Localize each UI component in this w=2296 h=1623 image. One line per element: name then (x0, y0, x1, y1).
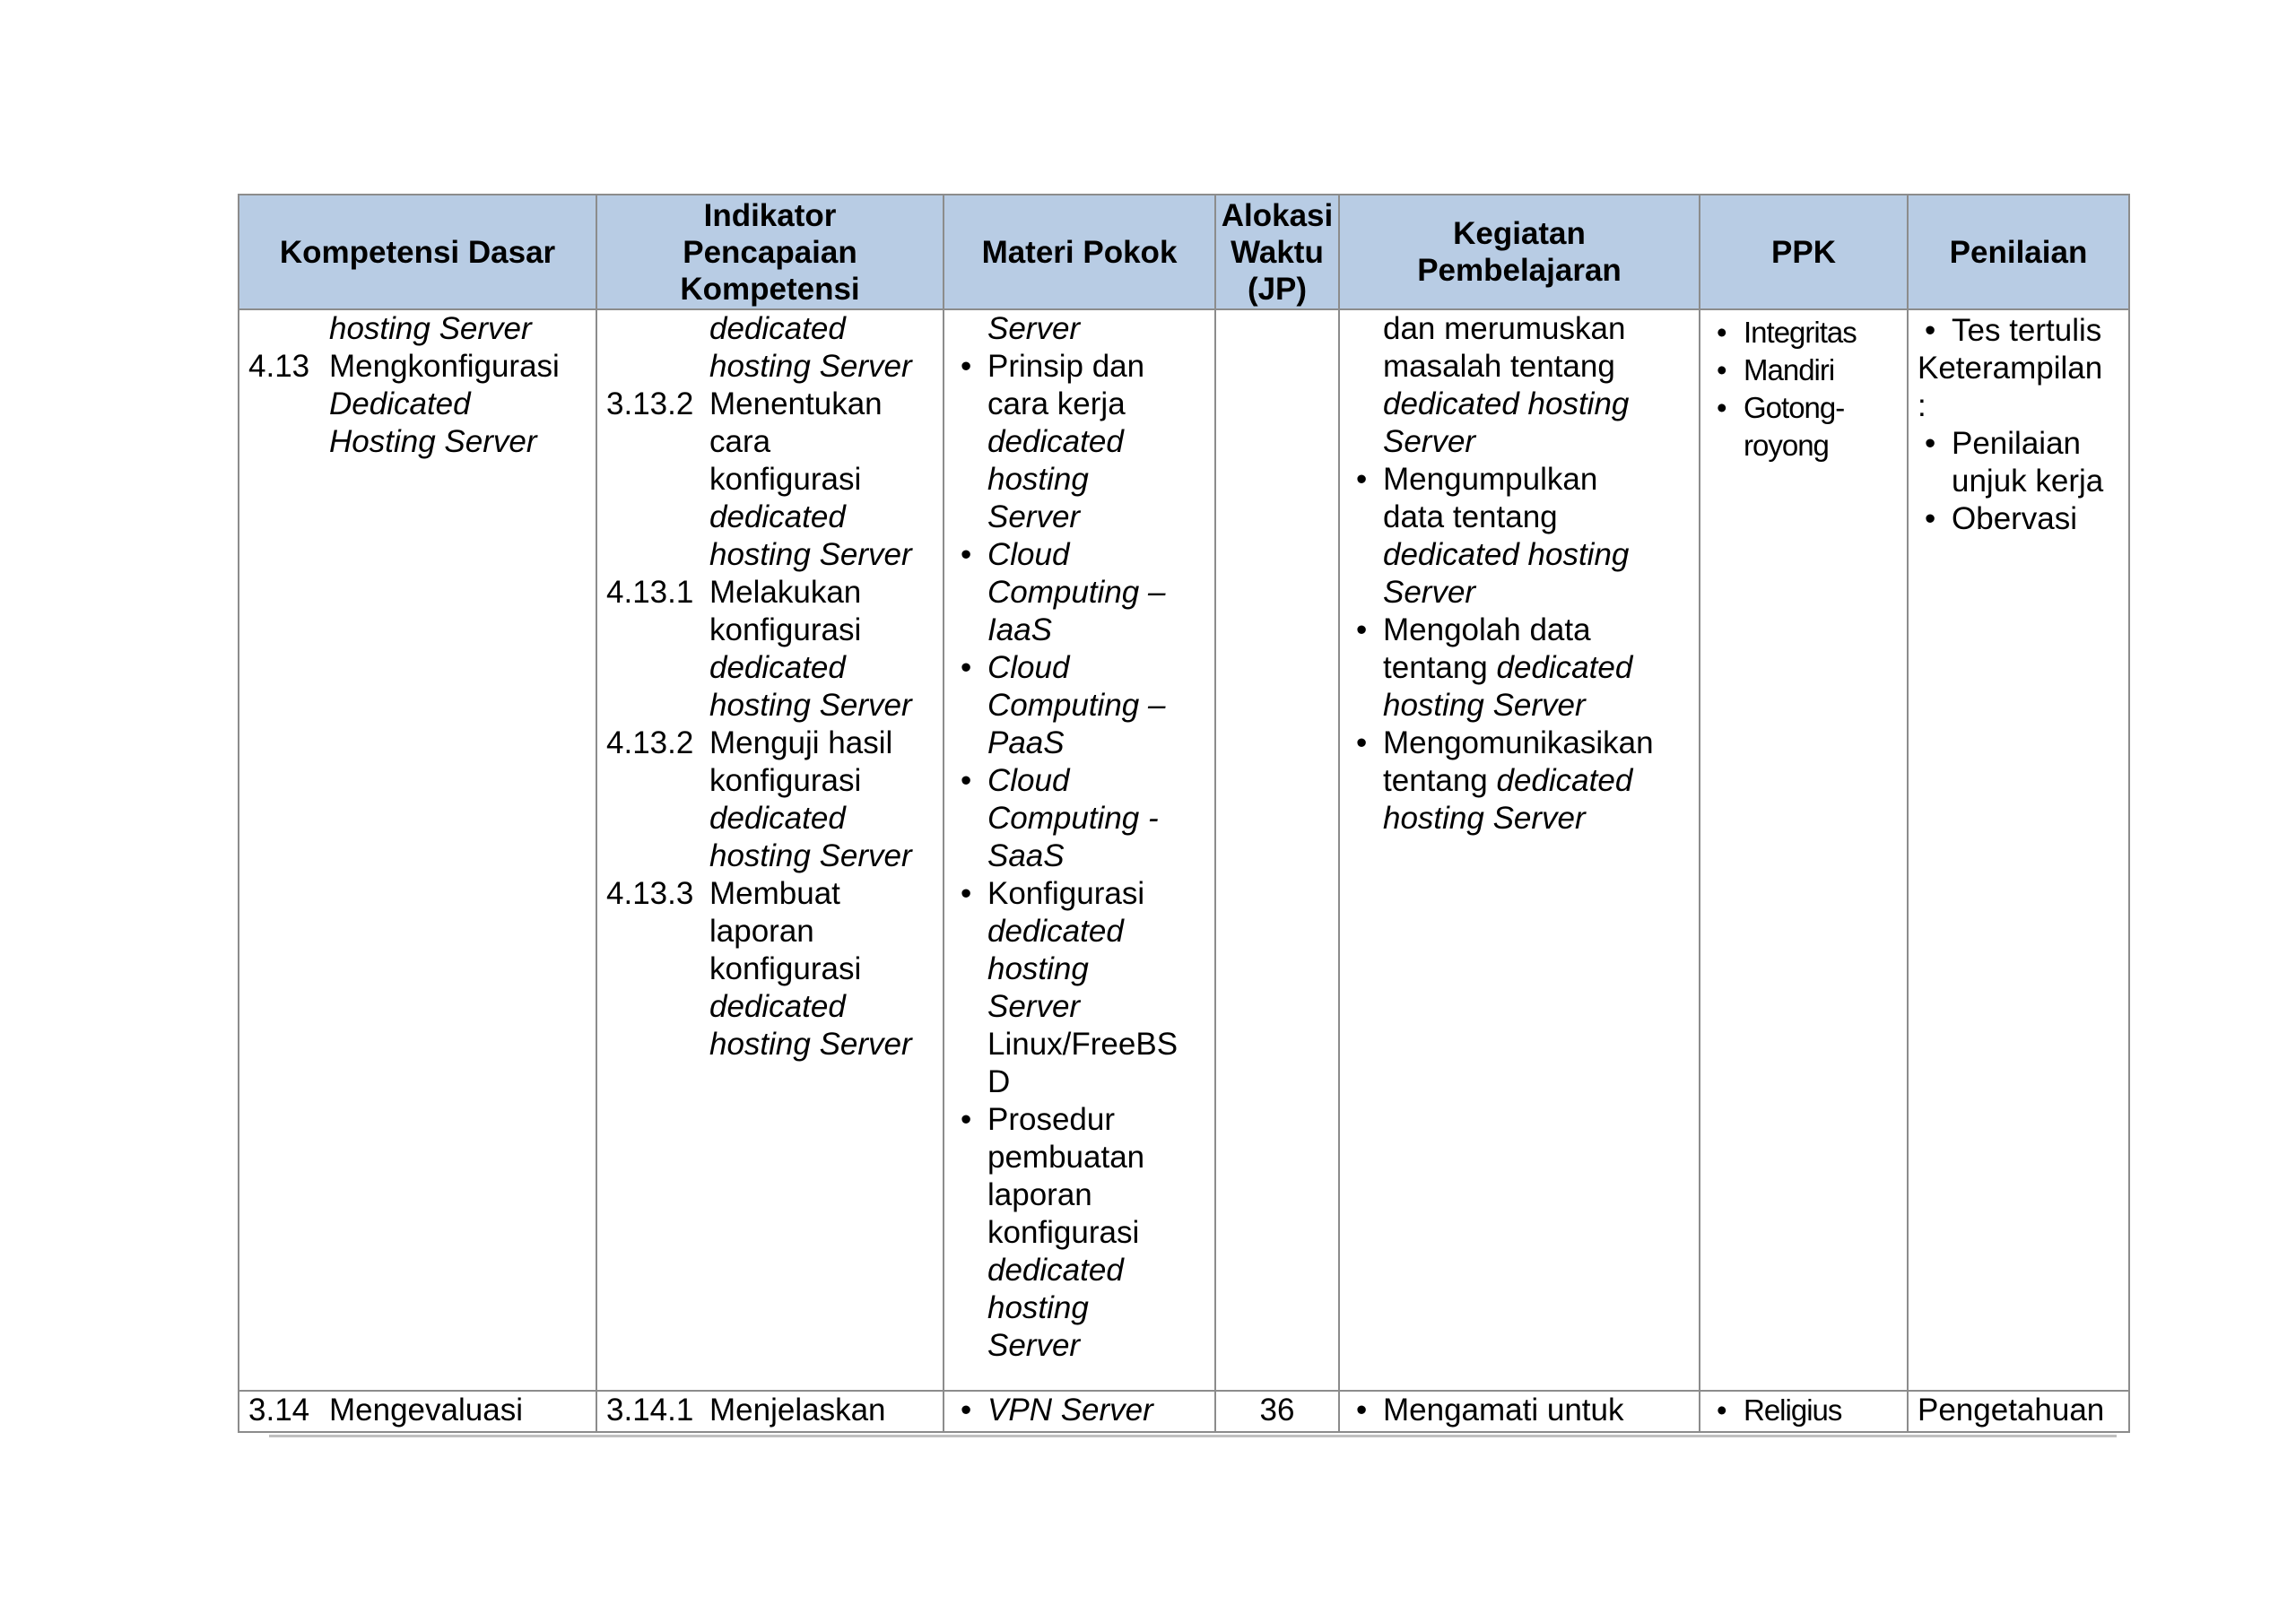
list-item: • Obervasi (1918, 500, 2119, 538)
cell-penilaian: • Tes tertulis Keterampilan : • Penilaian unjuk kerja • Obervasi (1908, 309, 2129, 1391)
table-row (239, 1391, 2129, 1432)
list-item: • Cloud Computing – PaaS (953, 649, 1205, 762)
list-item: • Integritas (1709, 314, 1898, 352)
syllabus-table (238, 194, 2130, 1433)
cell-materi-pokok: Server • Prinsip dan cara kerja dedicated hosting Server • Cloud Computing – IaaS • Cloud Computing – PaaS • Cloud Computing - SaaS • Konfigurasi dedicated hosting Server Linux/FreeBS D • Prosedur pembuatan laporan konfigurasi dedicated hosting Server (944, 309, 1215, 1391)
list-item: • Mengumpulkan data tentang dedicated hosting Server (1349, 461, 1690, 612)
cell-kegiatan (1339, 1391, 1700, 1432)
header-indikator: Indikator Pencapaian Kompetensi (596, 195, 944, 309)
cell-penilaian: Pengetahuan (1908, 1391, 2129, 1432)
list-item: • Cloud Computing - SaaS (953, 762, 1205, 875)
penilaian-list-1 (1918, 310, 2119, 350)
cell-ppk (1700, 309, 1908, 1391)
header-ppk: PPK (1700, 195, 1908, 309)
cell-alokasi-waktu (1215, 309, 1339, 1391)
cell-alokasi-waktu: 36 (1215, 1391, 1339, 1432)
list-item: • Konfigurasi dedicated hosting Server Linux/FreeBS D (953, 875, 1205, 1101)
list-item: • Mengomunikasikan tentang dedicated hosting Server (1349, 725, 1690, 838)
cell-indikator: 3.14.1 Menjelaskan (596, 1391, 944, 1432)
list-item: • Cloud Computing – IaaS (953, 536, 1205, 649)
list-item: • Mengolah data tentang dedicated hosting Server (1349, 612, 1690, 725)
list-item: • Mengamati untuk (1349, 1392, 1690, 1429)
list-item: • Penilaian unjuk kerja (1918, 425, 2119, 500)
header-kompetensi-dasar: Kompetensi Dasar (239, 195, 596, 309)
table-row (239, 309, 2129, 1391)
header-row (239, 195, 2129, 309)
header-kegiatan: Kegiatan Pembelajaran (1339, 195, 1700, 309)
list-item: • Religius (1709, 1392, 1898, 1429)
cell-kompetensi-dasar: 3.14 Mengevaluasi (239, 1391, 596, 1432)
kegiatan-list (1349, 461, 1690, 838)
cell-ppk (1700, 1391, 1908, 1432)
penilaian-list-2 (1918, 425, 2119, 538)
cell-kegiatan: dan merumuskan masalah tentang dedicated hosting Server • Mengumpulkan data tentang dedicated hosting Server • Mengolah data tentang dedicated hosting Server • Mengomunikasikan tentang dedicated hosting Server (1339, 309, 1700, 1391)
header-materi-pokok: Materi Pokok (944, 195, 1215, 309)
ppk-list (1709, 310, 1898, 464)
list-item: • Mandiri (1709, 352, 1898, 389)
list-item: • Tes tertulis (1918, 312, 2119, 350)
page-rule (269, 1435, 2117, 1437)
cell-kompetensi-dasar: hosting Server 4.13 Mengkonfigurasi Dedicated Hosting Server (239, 309, 596, 1391)
list-item: • VPN Server (953, 1392, 1205, 1429)
list-item: • Prinsip dan cara kerja dedicated hosting Server (953, 348, 1205, 536)
materi-list (953, 348, 1205, 1365)
cell-materi-pokok (944, 1391, 1215, 1432)
cell-indikator: dedicated hosting Server 3.13.2 Menentukan cara konfigurasi dedicated hosting Server 4.13.1 Melakukan konfigurasi dedicated hosting Server 4.13.2 Menguji hasil konfigurasi dedicated hosting Server 4.13.3 Membuat laporan konfigurasi dedicated hosting Server (596, 309, 944, 1391)
header-penilaian: Penilaian (1908, 195, 2129, 309)
list-item: • Prosedur pembuatan laporan konfigurasi dedicated hosting Server (953, 1101, 1205, 1365)
list-item: • Gotong- royong (1709, 389, 1898, 464)
header-alokasi-waktu: Alokasi Waktu (JP) (1215, 195, 1339, 309)
